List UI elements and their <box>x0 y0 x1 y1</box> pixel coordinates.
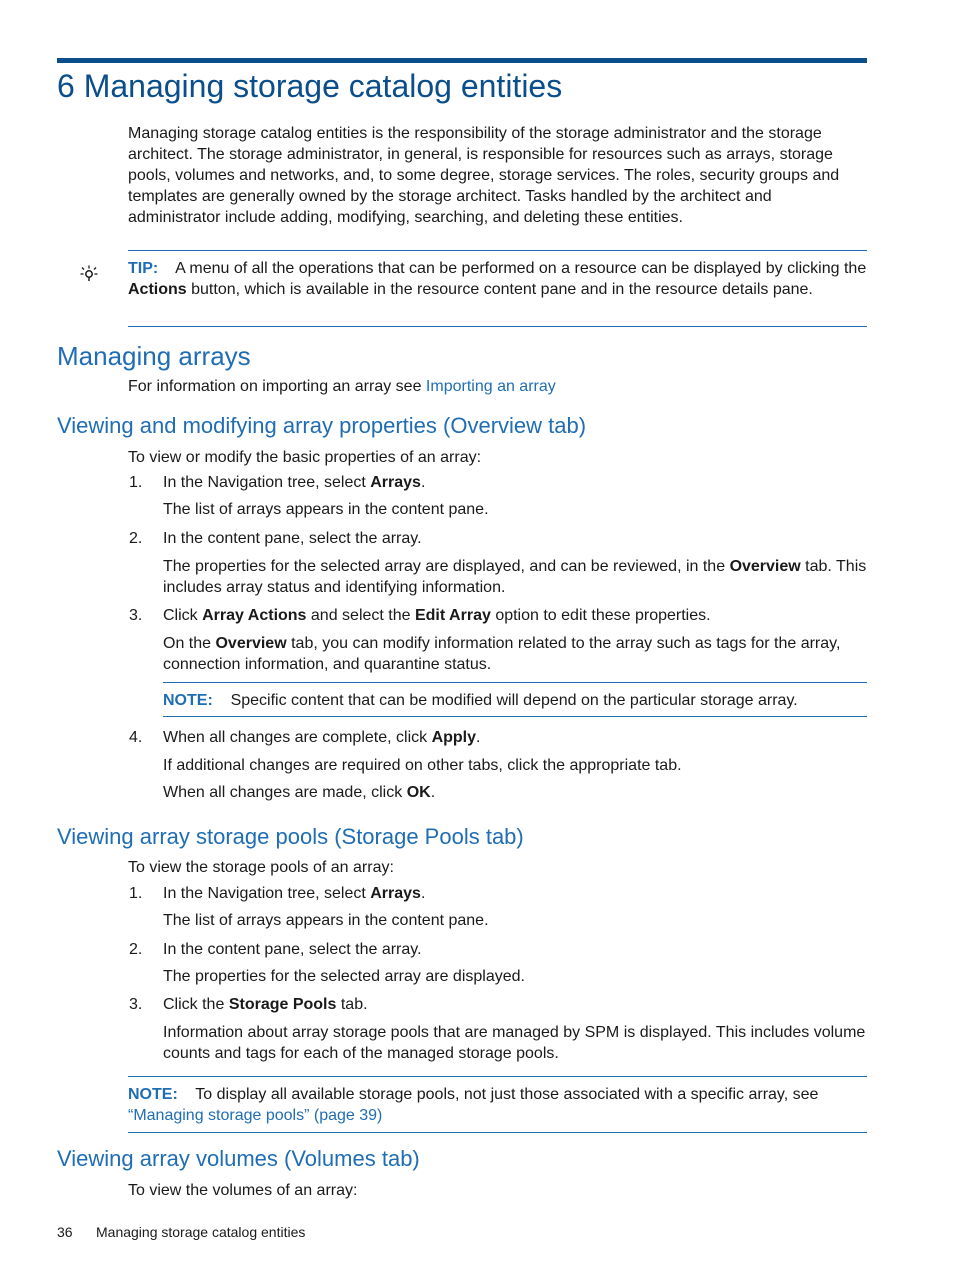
pools-step-3: Click the Storage Pools tab. <box>163 996 368 1013</box>
overview-step-3: Click Array Actions and select the Edit Array option to edit these properties. <box>163 607 711 624</box>
pools-lead: To view the storage pools of an array: <box>128 859 394 876</box>
import-reference: For information on importing an array see Importing an array <box>128 378 556 395</box>
note-bottom-rule <box>128 1132 867 1133</box>
note-label: NOTE: <box>163 692 213 709</box>
chapter-title: 6 Managing storage catalog entities <box>57 68 563 104</box>
tip-bottom-rule <box>128 326 867 327</box>
actions-term: Actions <box>128 281 187 298</box>
overview-step-1: In the Navigation tree, select Arrays. <box>163 474 426 491</box>
note-bottom-rule <box>163 716 867 717</box>
tip-label: TIP: <box>128 260 159 277</box>
intro-paragraph: Managing storage catalog entities is the responsibility of the storage administrator and the storage architect. The storage administrator, in general, is responsible for resources such as arrays, storage pools, volumes and networks, and, to some degree, storage services. The roles, security groups and templates are generally owned by the storage architect. Tasks handled by the architect and administrator include adding, modifying, searching, and deleting these entities. <box>128 125 840 226</box>
overview-step-2: In the content pane, select the array. <box>163 530 422 547</box>
overview-step-4-final: When all changes are made, click OK. <box>163 784 436 801</box>
section-heading-volumes: Viewing array volumes (Volumes tab) <box>57 1146 420 1171</box>
note-label: NOTE: <box>128 1086 178 1103</box>
pools-step-2-result: The properties for the selected array are displayed. <box>163 968 525 985</box>
section-heading-storage-pools: Viewing array storage pools (Storage Pools tab) <box>57 824 524 849</box>
step-number: 3. <box>129 996 143 1013</box>
overview-step-4: When all changes are complete, click Apply. <box>163 729 481 746</box>
note-top-rule <box>163 682 867 683</box>
chapter-top-rule <box>57 58 867 63</box>
page-number: 36 <box>57 1224 73 1240</box>
step-number: 1. <box>129 885 143 902</box>
pools-step-1-result: The list of arrays appears in the content pane. <box>163 912 489 929</box>
lightbulb-icon <box>79 264 99 290</box>
pools-note: NOTE: To display all available storage pools, not just those associated with a specific array, see “Managing storage pools” (page 39) <box>128 1086 819 1124</box>
step-number: 2. <box>129 530 143 547</box>
section-heading-managing-arrays: Managing arrays <box>57 341 251 371</box>
overview-step-2-result: The properties for the selected array are displayed, and can be reviewed, in the Overview tab. This includes array status and identifying information. <box>163 558 867 596</box>
pools-step-2: In the content pane, select the array. <box>163 941 422 958</box>
overview-lead: To view or modify the basic properties of an array: <box>128 449 482 466</box>
managing-storage-pools-link[interactable]: “Managing storage pools” (page 39) <box>128 1107 383 1124</box>
overview-step-4-result: If additional changes are required on other tabs, click the appropriate tab. <box>163 757 682 774</box>
note-top-rule <box>128 1076 867 1077</box>
step-number: 1. <box>129 474 143 491</box>
step-number: 4. <box>129 729 143 746</box>
importing-an-array-link[interactable]: Importing an array <box>425 378 556 395</box>
section-heading-overview: Viewing and modifying array properties (Overview tab) <box>57 413 587 438</box>
overview-step-1-result: The list of arrays appears in the content pane. <box>163 501 489 518</box>
pools-step-1: In the Navigation tree, select Arrays. <box>163 885 426 902</box>
overview-note: NOTE: Specific content that can be modified will depend on the particular storage array. <box>163 692 798 709</box>
volumes-lead: To view the volumes of an array: <box>128 1182 358 1199</box>
tip-text: TIP: A menu of all the operations that can be performed on a resource can be displayed by clicking the Actions button, which is available in the resource content pane and in the resource details pane. <box>128 260 867 298</box>
tip-top-rule <box>128 250 867 251</box>
step-number: 3. <box>129 607 143 624</box>
overview-step-3-result: On the Overview tab, you can modify information related to the array such as tags for the array, connection information, and quarantine status. <box>163 635 841 673</box>
running-footer-title: Managing storage catalog entities <box>96 1224 306 1240</box>
pools-step-3-result: Information about array storage pools that are managed by SPM is displayed. This includes volume counts and tags for each of the managed storage pools. <box>163 1024 866 1062</box>
step-number: 2. <box>129 941 143 958</box>
